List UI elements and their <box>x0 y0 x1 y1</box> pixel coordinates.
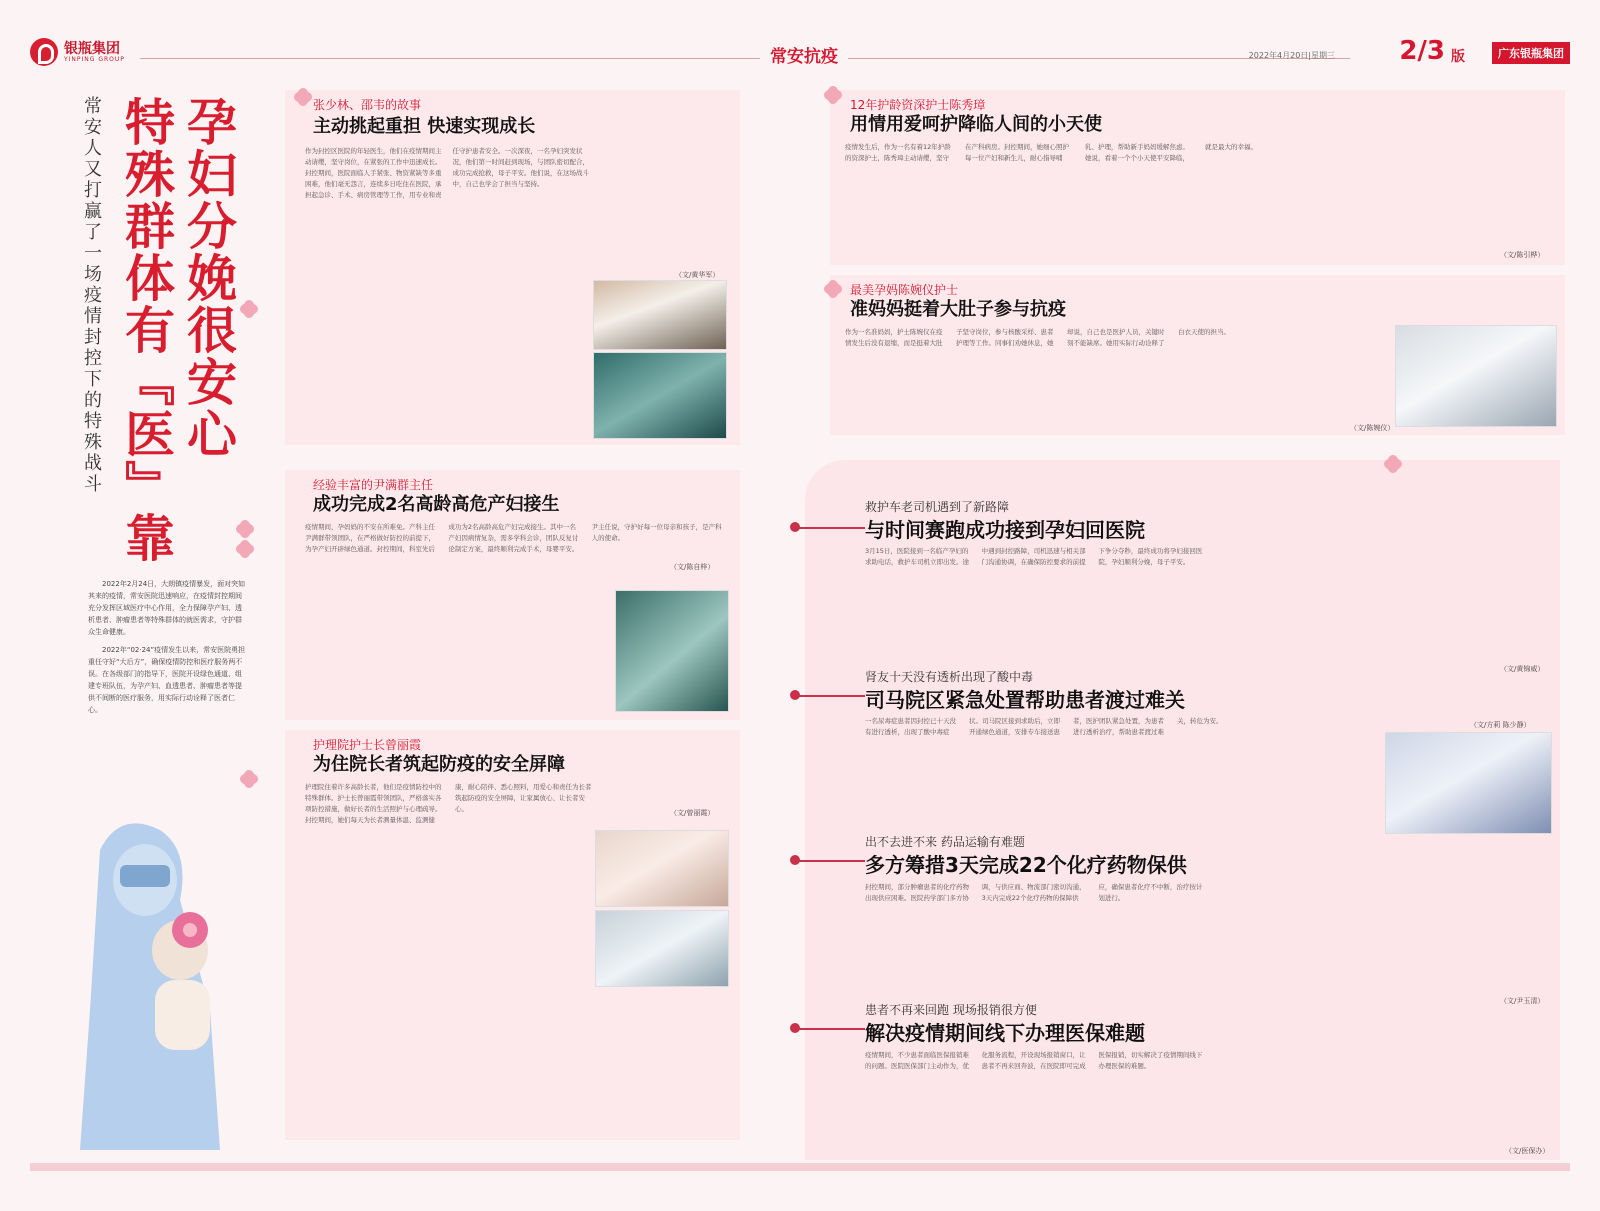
section-bullet-dot <box>790 855 800 865</box>
article-kicker: 护理院护士长曾丽霞 <box>313 738 422 752</box>
brand-box: 广东银瓶集团 <box>1492 42 1570 64</box>
flower-decoration-icon <box>232 520 258 546</box>
article-panel <box>285 470 740 720</box>
article-headline: 准妈妈挺着大肚子参与抗疫 <box>850 299 1066 320</box>
article-headline: 与时间赛跑成功接到孕妇回医院 <box>865 518 1145 542</box>
article-byline: （文/陈婉仪） <box>1350 424 1395 432</box>
article-byline: （文/陈自梓） <box>670 563 715 571</box>
operating-room-photo <box>615 590 729 712</box>
brand-logo-icon <box>30 38 58 66</box>
article-byline: （文/方莉 陈少静） <box>1470 721 1531 729</box>
article-kicker: 张少林、邵韦的故事 <box>313 98 422 112</box>
nurse-with-elder-photo <box>595 830 729 907</box>
section-bullet-line <box>795 527 865 529</box>
lead-subtitle: 常安人又打赢了一场疫情封控下的特殊战斗 <box>81 96 102 495</box>
page-header <box>30 38 1570 68</box>
article-body: 一名尿毒症患者因封控已十天没有进行透析，出现了酸中毒症状。司马院区接到求助后，立即开通绿色通道，安排专车接送患者，医护团队紧急处置，为患者进行透析治疗，帮助患者渡过难关，转危为安。 <box>865 717 1223 736</box>
article-byline: （文/陈引桦） <box>1500 251 1545 259</box>
pregnant-nurse-photo <box>1395 325 1557 427</box>
section-bullet-line <box>795 1028 865 1030</box>
section-bullet-dot <box>790 1023 800 1033</box>
article-headline: 用情用爱呵护降临人间的小天使 <box>850 114 1102 135</box>
article-body: 疫情发生后，作为一名有着12年护龄的资深护士，陈秀璋主动请缨，坚守在产科病房。封控期间，她细心照护每一位产妇和新生儿，耐心指导哺乳、护理，帮助新手妈妈缓解焦虑。她说，看着一个个小天使平安降临，就是最大的幸福。 <box>845 143 1257 162</box>
article-body: 3月15日，医院接到一名临产孕妇的求助电话，救护车司机立即出发。途中遇到封控路障，司机迅速与相关部门沟通协调，在确保防控要求的前提下争分夺秒，最终成功将孕妇接回医院，孕妇顺利分娩，母子平安。 <box>865 547 1203 566</box>
article-byline: （文/尹玉清） <box>1500 997 1545 1005</box>
article-kicker: 出不去进不来 药品运输有难题 <box>865 835 1025 849</box>
article-kicker: 最美孕妈陈婉仪护士 <box>850 283 959 297</box>
article-body: 作为封控区医院的年轻医生，他们在疫情期间主动请缨，坚守岗位，在紧张的工作中迅速成长。封控期间，医院面临人手紧张、物资紧缺等多重困难，他们毫无怨言，连续多日吃住在医院，承担起急诊、手术、病房管理等工作，用专业和责任守护患者安全。一次深夜，一名孕妇突发状况，他们第一时间赶到现场，与团队密切配合，成功完成抢救，母子平安。他们说，在这场战斗中，自己也学会了担当与坚持。 <box>305 147 589 199</box>
flower-decoration-icon <box>236 770 262 796</box>
ward-care-photo <box>595 910 729 987</box>
article-byline: （文/黄锦威） <box>1500 665 1545 673</box>
lead-intro-paragraph: 2022年“02·24”疫情发生以来，常安医院勇担重任守好“大后方”，确保疫情防控和医疗服务两不误。在各级部门的指导下，医院开设绿色通道、组建专班队伍，为孕产妇、血透患者、肿瘤患者等提供不间断的医疗服务，用实际行动诠释了医者仁心。 <box>88 646 246 714</box>
issue-date: 2022年4月20日|星期三 <box>1248 51 1335 60</box>
article-body: 疫情期间，不少患者面临医保报销难的问题。医院医保部门主动作为，优化服务流程，开设现场报销窗口，让患者不再来回奔波，在医院即可完成医保报销，切实解决了疫情期间线下办理医保的难题。 <box>865 1051 1203 1070</box>
flower-decoration-icon <box>290 88 316 114</box>
lead-intro-paragraph: 2022年2月24日，大朗镇疫情暴发，面对突如其来的疫情，常安医院迅速响应，在疫情封控期间充分发挥区域医疗中心作用，全力保障孕产妇、透析患者、肿瘤患者等特殊群体的就医需求，守护群众生命健康。 <box>88 580 246 636</box>
article-panel <box>830 90 1565 265</box>
article-byline: （文/医保办） <box>1505 1147 1550 1155</box>
section-name: 常安抗疫 <box>760 42 848 67</box>
nurse-holding-baby-illustration <box>60 810 230 1150</box>
section-bullet-dot <box>790 522 800 532</box>
article-kicker: 救护车老司机遇到了新路障 <box>865 500 1010 514</box>
page-suffix: 版 <box>1451 49 1465 65</box>
article-headline: 司马院区紧急处置帮助患者渡过难关 <box>865 688 1185 712</box>
article-kicker: 12年护龄资深护士陈秀璋 <box>850 98 986 112</box>
bottom-decoration-band <box>30 1163 1570 1171</box>
article-byline: （文/曾丽霞） <box>670 809 715 817</box>
header-rule <box>140 58 1350 59</box>
dialysis-photo <box>1385 732 1552 834</box>
doctor-portrait-photo <box>593 280 727 350</box>
article-panel <box>285 730 740 1140</box>
lead-title-line2: 特殊群体有『医』靠 <box>117 96 176 564</box>
article-kicker: 经验丰富的尹满群主任 <box>313 478 434 492</box>
article-body: 封控期间，部分肿瘤患者的化疗药物出现供应困难。医院药学部门多方协调，与供应商、物流部门密切沟通，3天内完成22个化疗药物的保障供应，确保患者化疗不中断，治疗按计划进行。 <box>865 883 1203 902</box>
section-bullet-dot <box>790 690 800 700</box>
flower-decoration-icon <box>820 86 846 112</box>
flower-decoration-icon <box>820 280 846 306</box>
brand-name-en: YINPING GROUP <box>64 55 125 63</box>
flower-decoration-icon <box>1380 455 1406 481</box>
brand-logo <box>30 38 125 66</box>
article-headline: 成功完成2名高龄高危产妇接生 <box>313 494 560 515</box>
article-panel <box>830 275 1565 435</box>
article-headline: 多方筹措3天完成22个化疗药物保供 <box>865 853 1187 877</box>
brand-name: 银瓶集团 <box>64 40 120 57</box>
article-kicker: 肾友十天没有透析出现了酸中毒 <box>865 670 1034 684</box>
article-headline: 解决疫情期间线下办理医保难题 <box>865 1021 1145 1045</box>
section-bullet-line <box>795 695 865 697</box>
article-body: 疫情期间，孕妈妈的不安在所难免。产科主任尹满群带领团队，在严格做好防控的前提下，为孕产妇开辟绿色通道。封控期间，科室先后成功为2名高龄高危产妇完成接生。其中一名产妇因病情复杂，需多学科会诊，团队反复讨论制定方案，最终顺利完成手术，母婴平安。尹主任说，守护好每一位母亲和孩子，是产科人的使命。 <box>305 523 722 553</box>
section-bullet-line <box>795 860 865 862</box>
surgery-photo <box>593 352 727 439</box>
article-headline: 为住院长者筑起防疫的安全屏障 <box>313 754 565 775</box>
article-body: 作为一名准妈妈，护士陈婉仪在疫情发生后没有退缩，而是挺着大肚子坚守岗位，参与核酸采样、患者护理等工作。同事们劝她休息，她却说，自己也是医护人员，关键时刻不能缺席。她用实际行动诠释了白衣天使的担当。 <box>845 328 1230 347</box>
article-body: 护理院住着许多高龄长者，他们是疫情防控中的特殊群体。护士长曾丽霞带领团队，严格落实各项防控措施，做好长者的生活照护与心理疏导。封控期间，她们每天为长者测量体温、监测健康，耐心陪伴、悉心照料，用爱心和责任为长者筑起防疫的安全屏障，让家属放心、让长者安心。 <box>305 783 592 824</box>
page-number: 2/3 <box>1399 36 1445 66</box>
lead-intro <box>88 578 248 722</box>
article-kicker: 患者不再来回跑 现场报销很方便 <box>865 1003 1037 1017</box>
lead-title-line1: 孕妇分娩很安心 <box>179 96 238 460</box>
article-byline: （文/黄华军） <box>675 271 720 279</box>
article-headline: 主动挑起重担 快速实现成长 <box>313 116 536 137</box>
article-panel <box>285 90 740 445</box>
flower-decoration-icon <box>236 300 262 326</box>
